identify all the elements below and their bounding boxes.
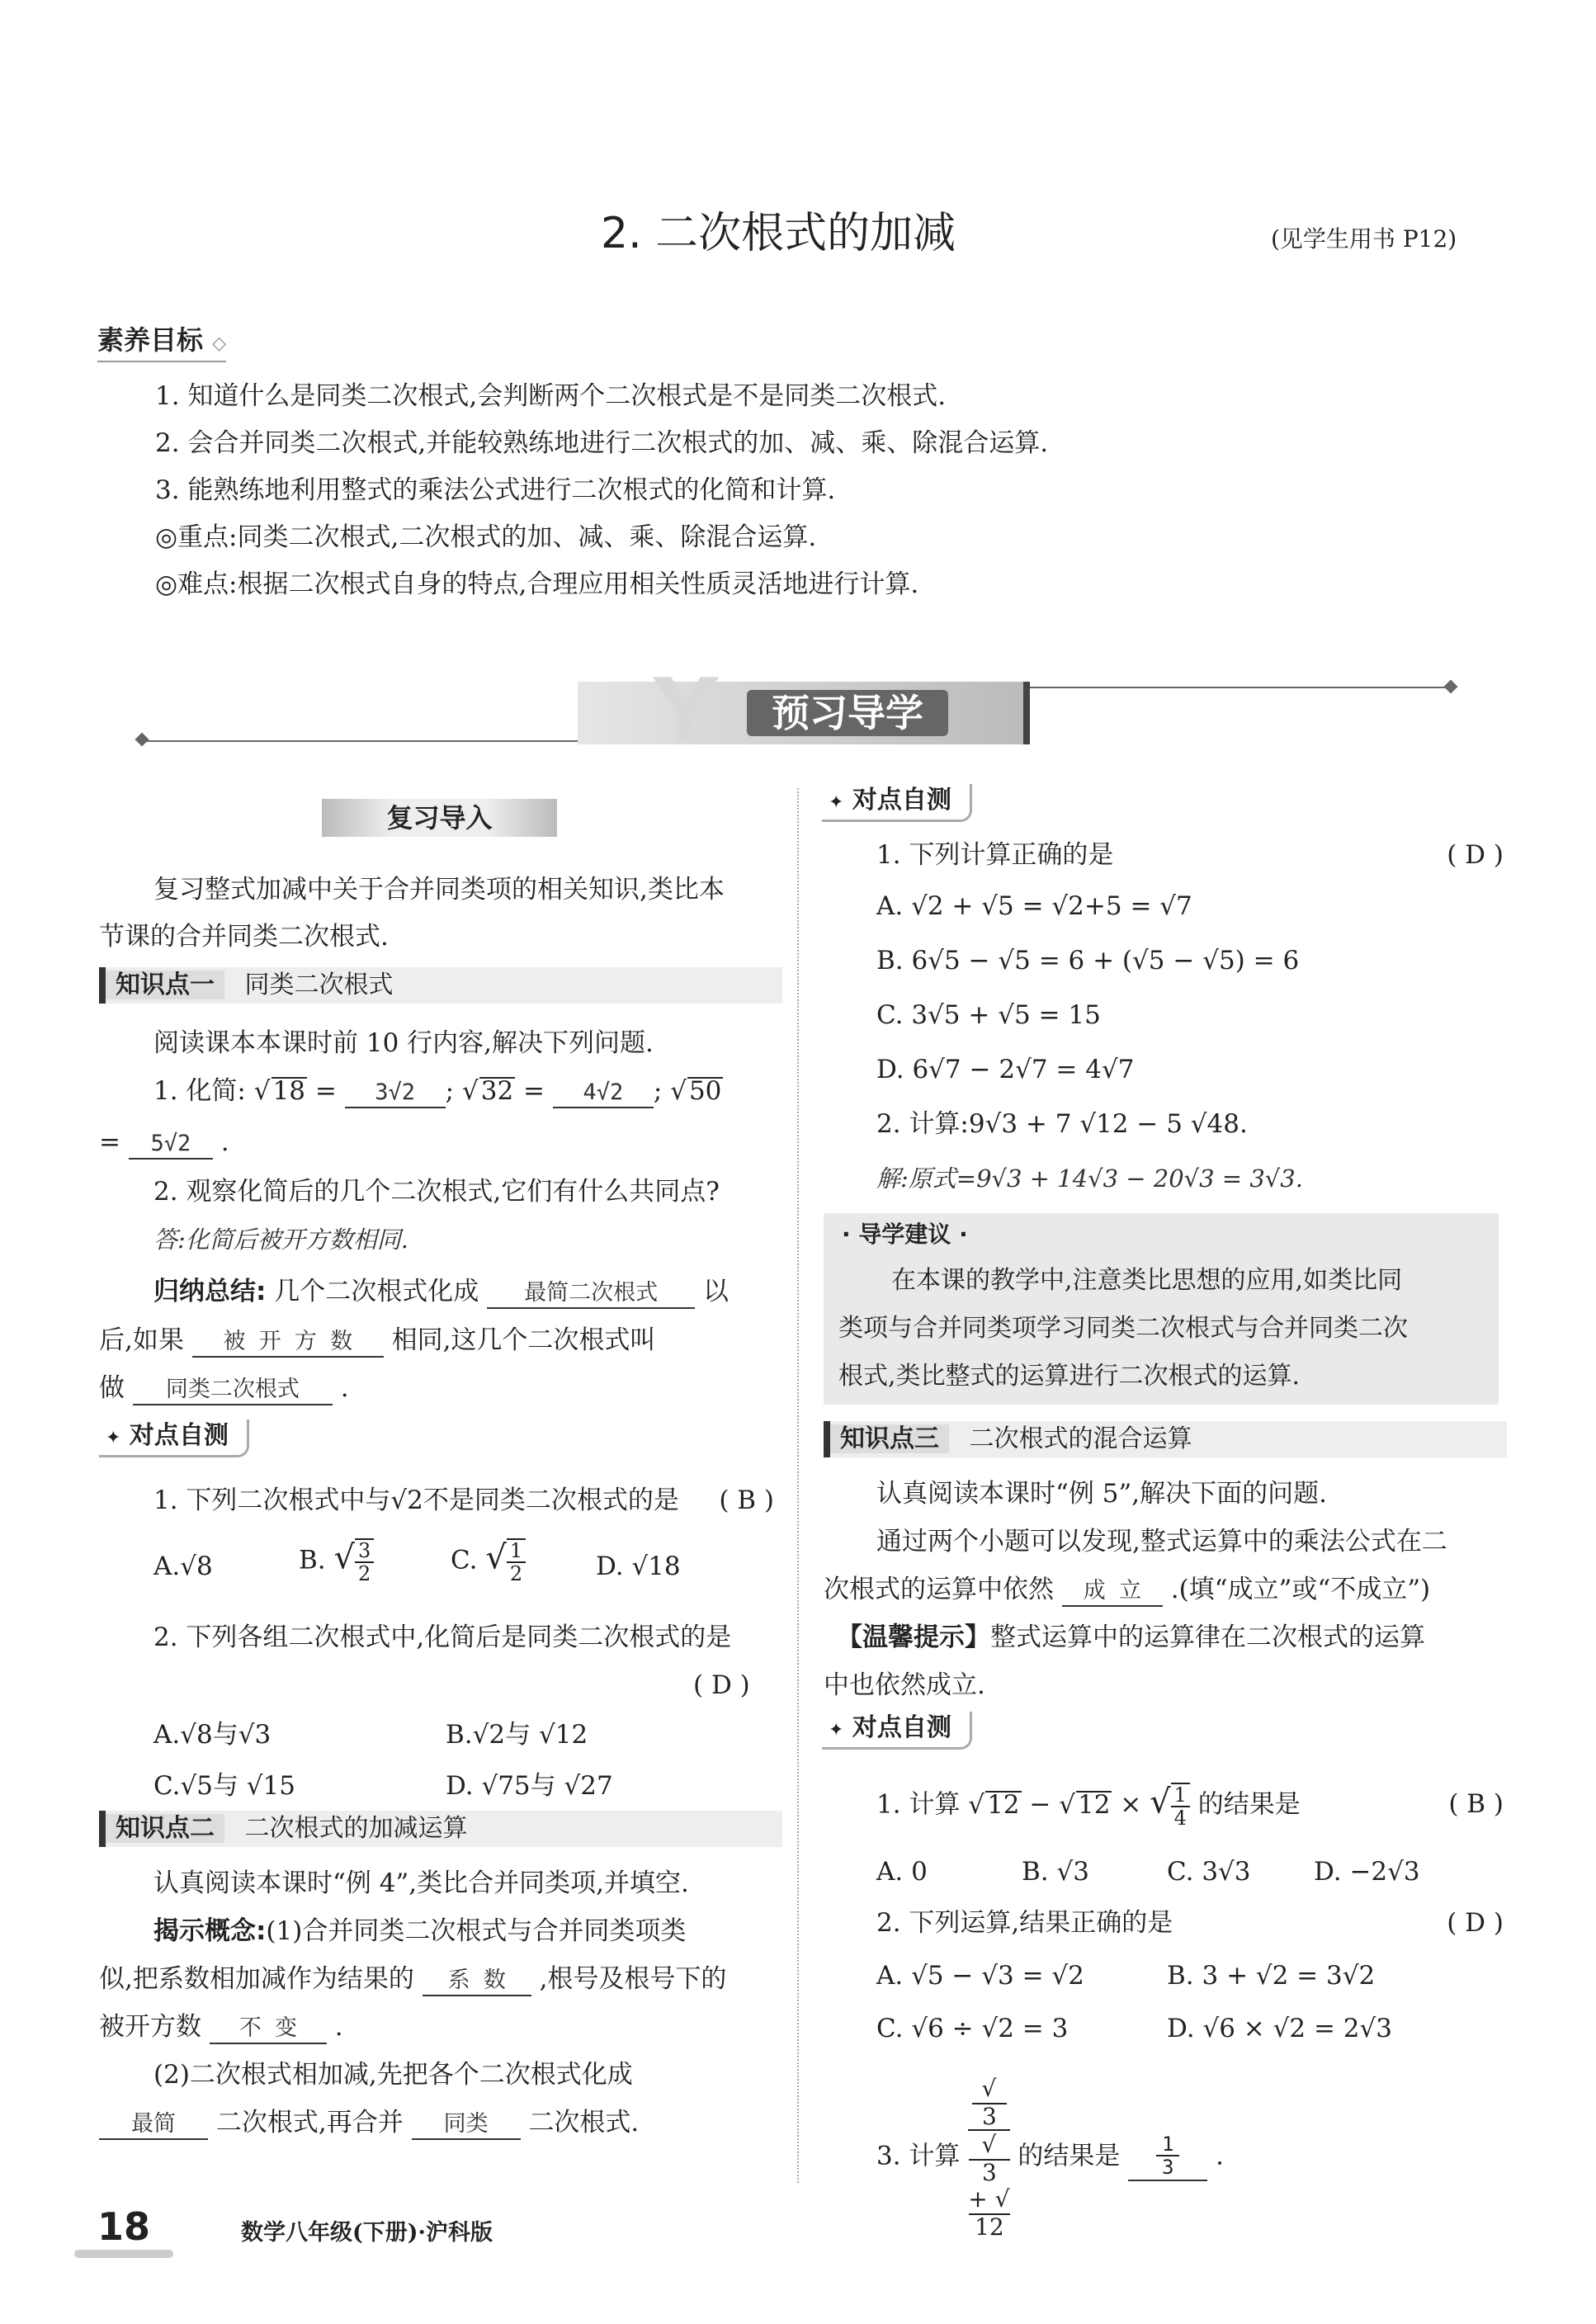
banner-right-line [1023, 687, 1452, 688]
test2-q1-choice: ( D ) [1447, 840, 1504, 870]
reveal-text-2: 似,把系数相加减作为结果的 [99, 1964, 414, 1994]
t1q1-option-c: C. √ $\frac{1}{2}$ [451, 1538, 526, 1585]
expr-sqrt12-a: √12 [968, 1789, 1020, 1820]
reveal-line-4: (2)二次根式相加减,先把各个二次根式化成 [153, 2060, 633, 2090]
goals-label-text: 素养目标 [97, 324, 204, 356]
goal-item-difficult: ◎难点:根据二次根式自身的特点,合理应用相关性质灵活地进行计算. [155, 569, 919, 599]
kp1-tag: 知识点一 [106, 971, 224, 999]
self-test-2-label [822, 784, 972, 822]
kp1-question-2-answer: 答:化简后被开方数相同. [153, 1226, 408, 1254]
goal-item-1: 1. 知道什么是同类二次根式,会判断两个二次根式是不是同类二次根式. [155, 381, 947, 411]
t3q2-option-b: B. 3 + √2 = 3√2 [1167, 1961, 1376, 1991]
self-test-1-label [99, 1419, 249, 1457]
reveal-text-8: 二次根式. [528, 2108, 640, 2137]
frac-1-2: $\frac{1}{2}$ [507, 1538, 526, 1585]
t3q1-option-d: D. −2√3 [1314, 1857, 1420, 1887]
tip-line-1 [837, 1621, 1425, 1654]
sqrt32: √32 [461, 1076, 514, 1106]
self-test-3-label [822, 1712, 972, 1750]
column-divider [797, 788, 799, 2183]
test1-question-2: 2. 下列各组二次根式中,化简后是同类二次根式的是 [153, 1623, 732, 1652]
t3q1-option-b: B. √3 [1022, 1857, 1089, 1887]
summary-answer-1: 最简二次根式 [487, 1279, 695, 1309]
review-heading-text: 复习导入 [386, 802, 493, 834]
t1q1-option-b: B. √ $\frac{3}{2}$ [299, 1538, 374, 1585]
reveal-answer-1: 系 数 [423, 1967, 531, 1996]
reveal-text-7: 二次根式,再合并 [215, 2108, 404, 2137]
guide-line-1: 在本课的教学中,注意类比思想的应用,如类比同 [891, 1266, 1403, 1295]
banner-block [578, 660, 1030, 763]
kp3-tag: 知识点三 [830, 1424, 949, 1453]
t2q1-option-b: B. 6√5 − √5 = 6 + (√5 − √5) = 6 [876, 946, 1300, 975]
tip-text-1: 整式运算中的运算律在二次根式的运算 [990, 1623, 1425, 1652]
knowledge-point-2-header [99, 1811, 782, 1847]
test1-q1-choice: ( B ) [719, 1486, 774, 1515]
answer-numerator: 1 [1156, 2133, 1179, 2156]
banner-dot-right [1444, 680, 1458, 694]
summary-text-3: 后,如果 [99, 1325, 184, 1355]
sqrt50: √50 [670, 1076, 722, 1106]
t2q1-option-c: C. 3√5 + √5 = 15 [876, 1000, 1101, 1030]
test2-question-1 [876, 838, 1504, 872]
book-reference: (见学生用书 P12) [1271, 225, 1457, 253]
star-icon: ✦ [106, 1428, 121, 1448]
test3-q3-tail: 的结果是 [1018, 2141, 1121, 2171]
summary-label: 归纳总结: [153, 1277, 267, 1306]
test1-q1-text: 1. 下列二次根式中与√2不是同类二次根式的是 [153, 1486, 679, 1515]
frac-3-2: $\frac{3}{2}$ [355, 1538, 374, 1585]
kp2-title: 二次根式的加减运算 [244, 1814, 468, 1843]
kp1-question-1: 1. 化简: √18 = 3√2 ; √32 = 4√2 ; √50 [153, 1075, 723, 1108]
diamond-icon: ◇ [212, 333, 227, 354]
banner-left-line [142, 740, 579, 742]
reveal-text-5: . [334, 2012, 343, 2042]
kp2-tag: 知识点二 [106, 1814, 224, 1843]
t1q1-option-d: D. √18 [596, 1552, 681, 1581]
test1-q2-choice: ( D ) [693, 1670, 750, 1700]
test3-q1-tail: 的结果是 [1197, 1789, 1301, 1820]
test3-q1-text: 1. 计算 [876, 1789, 961, 1820]
reveal-text-3: ,根号及根号下的 [539, 1964, 727, 1994]
t1q2-option-c: C.√5与 √15 [153, 1771, 295, 1801]
goals-label [97, 324, 226, 362]
goal-item-3: 3. 能熟练地利用整式的乘法公式进行二次根式的化简和计算. [155, 475, 836, 505]
kp3-line-1: 认真阅读本课时“例 5”,解决下面的问题. [876, 1479, 1327, 1509]
expr-sqrt12-b: √12 [1059, 1789, 1111, 1820]
goal-item-2: 2. 会合并同类二次根式,并能较熟练地进行二次根式的加、减、乘、除混合运算. [155, 428, 1049, 458]
summary-text-2: 以 [702, 1277, 729, 1306]
banner-letter: Y [654, 660, 719, 763]
reveal-line-5 [99, 2106, 639, 2140]
guide-box [824, 1213, 1499, 1405]
self-test-2-text: 对点自测 [852, 786, 951, 815]
t1q1-option-c-label: C. [451, 1545, 478, 1575]
test3-q2-choice: ( D ) [1447, 1908, 1504, 1938]
t3q1-option-a: A. 0 [876, 1857, 928, 1887]
t3q2-option-c: C. √6 ÷ √2 = 3 [876, 2014, 1069, 2043]
star-icon: ✦ [829, 792, 844, 813]
guide-line-3: 根式,类比整式的运算进行二次根式的运算. [838, 1362, 1301, 1391]
reveal-answer-2: 不 变 [210, 2015, 327, 2044]
banner-label: 预习导学 [747, 690, 948, 736]
summary-line-1 [153, 1275, 729, 1309]
summary-answer-2: 被 开 方 数 [192, 1328, 384, 1358]
summary-answer-3: 同类二次根式 [133, 1376, 333, 1405]
test3-question-1: 1. 计算 √12 − √12 × √ $\frac{1}{4}$ 的结果是 ( B ) [876, 1783, 1504, 1830]
frac-1-4: $\frac{1}{4}$ [1171, 1783, 1190, 1829]
t1q1-option-b-label: B. [299, 1545, 326, 1575]
reveal-text-4: 被开方数 [99, 2012, 201, 2042]
knowledge-point-1-header [99, 967, 782, 1004]
page-title: 2. 二次根式的加减 [601, 209, 956, 258]
kp3-text-3b: .(填“成立”或“不成立”) [1170, 1575, 1431, 1604]
test1-q1-options [153, 1538, 781, 1604]
test1-question-1 [153, 1484, 774, 1517]
self-test-3-text: 对点自测 [852, 1713, 951, 1742]
review-text-2: 节课的合并同类二次根式. [99, 922, 389, 952]
summary-text-1: 几个二次根式化成 [274, 1277, 479, 1306]
star-icon: ✦ [829, 1720, 844, 1741]
reveal-text-1: (1)合并同类二次根式与合并同类项类 [266, 1916, 687, 1946]
t3q1-option-c: C. 3√3 [1167, 1857, 1251, 1887]
t3q2-option-a: A. √5 − √3 = √2 [876, 1961, 1084, 1991]
summary-text-5: 做 [99, 1373, 125, 1403]
q1-label: 1. 化简: [153, 1076, 246, 1106]
test3-question-2 [876, 1906, 1504, 1939]
kp3-answer: 成 立 [1062, 1577, 1163, 1607]
summary-text-6: . [340, 1373, 349, 1403]
tip-label: 【温馨提示】 [837, 1623, 990, 1652]
frac-sqrt3-over-sum: √ 3 √ 3 + √ 12 [968, 2075, 1010, 2241]
guide-line-2: 类项与合并同类项学习同类二次根式与合并同类二次 [838, 1314, 1408, 1343]
page-number-underline [74, 2250, 173, 2258]
q1-answer-1: 3√2 [345, 1079, 446, 1108]
test2-q1-text: 1. 下列计算正确的是 [876, 840, 1114, 870]
self-test-1-text: 对点自测 [129, 1421, 229, 1450]
reveal-label: 揭示概念: [153, 1916, 267, 1946]
t3q2-option-d: D. √6 × √2 = 2√3 [1167, 2014, 1392, 2043]
goal-item-key: ◎重点:同类二次根式,二次根式的加、减、乘、除混合运算. [155, 522, 817, 552]
kp3-line-2: 通过两个小题可以发现,整式运算中的乘法公式在二 [876, 1527, 1447, 1556]
sqrt18: √18 [253, 1076, 305, 1106]
kp1-intro: 阅读课本本课时前 10 行内容,解决下列问题. [153, 1028, 654, 1058]
summary-line-2 [99, 1324, 655, 1358]
reveal-line-1 [153, 1915, 686, 1948]
q1-answer-2: 4√2 [553, 1079, 654, 1108]
q1-answer-3: 5√2 [129, 1130, 213, 1160]
test2-question-2: 2. 计算:9√3 + 7 √12 − 5 √48. [876, 1109, 1248, 1139]
reveal-line-3 [99, 2010, 343, 2044]
kp3-line-3 [824, 1573, 1430, 1607]
test2-q2-solution: 解:原式=9√3 + 14√3 − 20√3 = 3√3. [876, 1164, 1303, 1193]
tip-line-2: 中也依然成立. [824, 1670, 985, 1700]
reveal-answer-3: 最简 [99, 2110, 208, 2140]
test3-q3-text: 3. 计算 [876, 2141, 961, 2171]
reveal-answer-4: 同类 [412, 2110, 521, 2140]
summary-line-3 [99, 1372, 349, 1405]
test3-q2-text: 2. 下列运算,结果正确的是 [876, 1908, 1173, 1938]
test3-q1-choice: ( B ) [1448, 1789, 1504, 1819]
test3-question-3: 3. 计算 √ 3 √ 3 + √ 12 的结果是 $\frac{1}{3}$ . [876, 2075, 1224, 2241]
review-heading [322, 799, 557, 837]
knowledge-point-3-header [824, 1421, 1507, 1457]
guide-label: · 导学建议 · [842, 1221, 968, 1248]
reveal-line-2 [99, 1963, 726, 1996]
answer-denominator: 3 [1161, 2156, 1174, 2179]
book-name: 数学八年级(下册)·沪科版 [241, 2220, 493, 2246]
kp1-title: 同类二次根式 [244, 971, 394, 999]
summary-text-4: 相同,这几个二次根式叫 [391, 1325, 656, 1355]
test3-q3-answer [1128, 2133, 1207, 2181]
t2q1-option-a: A. √2 + √5 = √2+5 = √7 [876, 891, 1192, 921]
review-text-1: 复习整式加减中关于合并同类项的相关知识,类比本 [153, 875, 725, 905]
kp1-question-2: 2. 观察化简后的几个二次根式,它们有什么共同点? [153, 1177, 720, 1207]
kp3-title: 二次根式的混合运算 [969, 1424, 1192, 1453]
t2q1-option-d: D. 6√7 − 2√7 = 4√7 [876, 1055, 1135, 1084]
kp3-text-3a: 次根式的运算中依然 [824, 1575, 1054, 1604]
t1q2-option-d: D. √75与 √27 [446, 1771, 613, 1801]
t1q2-option-b: B.√2与 √12 [446, 1720, 588, 1750]
banner-dot-left [135, 733, 149, 747]
page-number: 18 [97, 2204, 151, 2249]
kp1-question-1-cont: = 5√2 . [99, 1126, 229, 1160]
kp2-intro: 认真阅读本课时“例 4”,类比合并同类项,并填空. [153, 1868, 689, 1898]
t1q2-option-a: A.√8与√3 [153, 1720, 272, 1750]
t1q1-option-a: A.√8 [153, 1552, 213, 1581]
